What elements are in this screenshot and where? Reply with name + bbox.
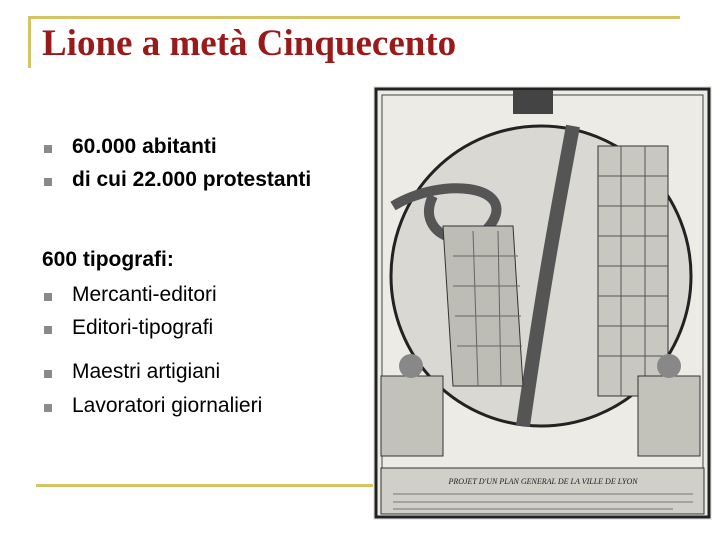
bullet-square-icon <box>44 326 52 334</box>
slide-title: Lione a metà Cinquecento <box>42 23 457 64</box>
printer-type-item: Lavoratori giornalieri <box>72 394 263 417</box>
printer-type-item: Mercanti-editori <box>72 283 217 306</box>
bullet-square-icon <box>44 370 52 378</box>
fact-population: 60.000 abitanti <box>72 135 217 158</box>
bullet-square-icon <box>44 145 52 153</box>
frame-bottom-line <box>36 484 376 487</box>
printer-type-item: Editori-tipografi <box>72 316 214 339</box>
fact-protestants: di cui 22.000 protestanti <box>72 168 312 191</box>
frame-top-line <box>28 16 680 19</box>
lyon-city-plan-image <box>373 86 712 520</box>
printer-type-item: Maestri artigiani <box>72 360 221 383</box>
bullet-square-icon <box>44 404 52 412</box>
bullet-square-icon <box>44 293 52 301</box>
frame-left-line <box>28 16 31 68</box>
bullet-square-icon <box>44 178 52 186</box>
printers-heading: 600 tipografi: <box>42 248 174 271</box>
map-caption: PROJET D'UN PLAN GENERAL DE LA VILLE DE LYON <box>448 477 638 486</box>
